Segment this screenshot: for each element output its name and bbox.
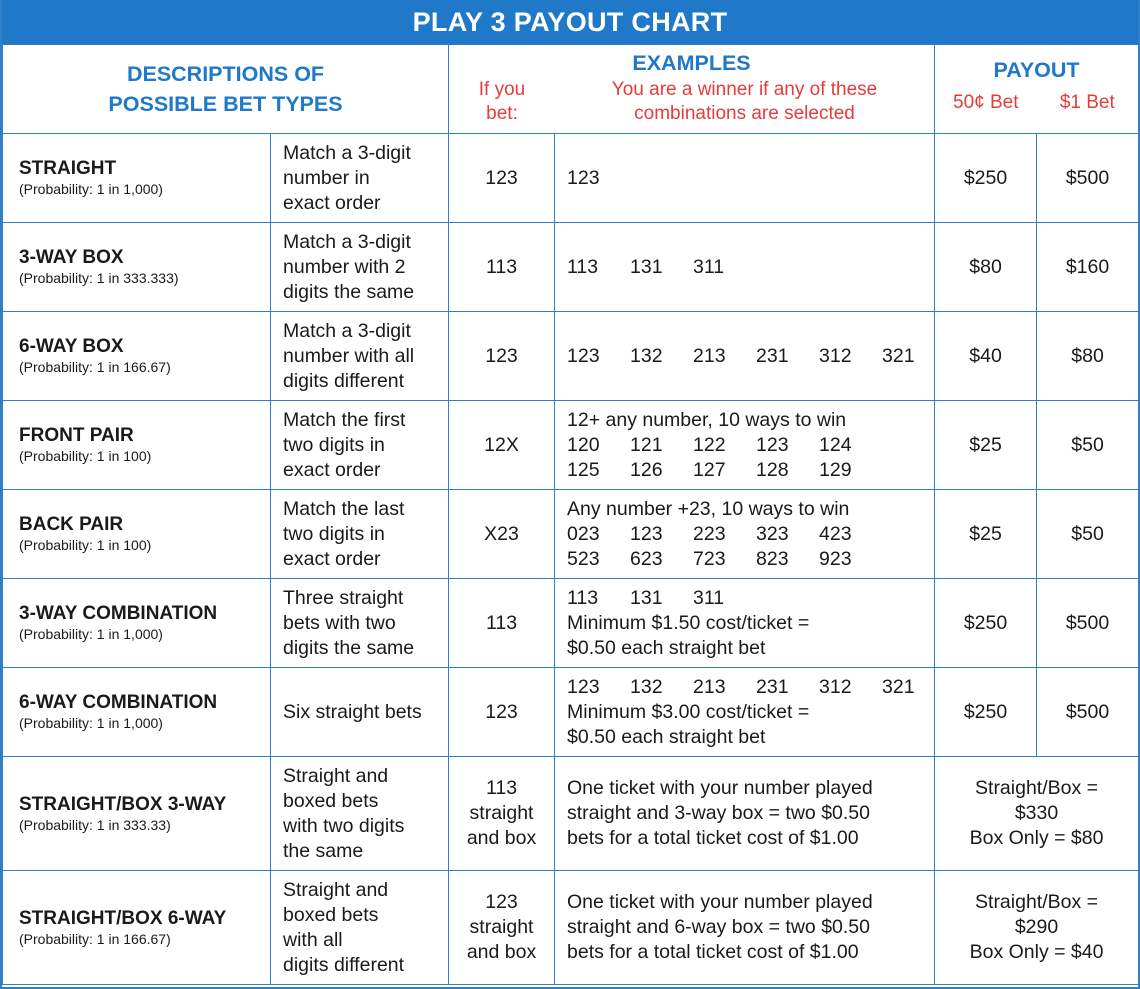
example-text-line: Minimum $1.50 cost/ticket = [567,611,810,634]
example-text-line: One ticket with your number played [567,777,873,799]
bet-description-cell [271,757,449,871]
example-number: 113 [567,586,599,609]
example-number: 823 [756,547,789,570]
example-number: 231 [756,675,789,698]
bet-description-line: number with all [283,344,415,367]
bet-description-line: exact order [283,547,381,570]
payout-combined-line: Box Only = $80 [969,827,1104,849]
examples-cell [555,757,935,871]
example-number-row [567,433,934,458]
bet-probability: (Probability: 1 in 1,000) [19,626,163,642]
example-number-line [567,458,852,483]
example-number: 213 [693,675,726,698]
bet-type-cell [3,401,271,490]
example-number: 127 [693,458,726,481]
example-number: 132 [630,675,663,698]
payout-1-cell: $50 [1037,401,1139,490]
if-you-bet-line1: If you [478,79,526,100]
examples-cell [555,871,935,985]
if-you-bet-cell [449,871,555,985]
example-number: 123 [567,166,600,189]
example-number-row [567,522,934,547]
example-number: 123 [567,675,600,698]
if-you-bet-line: 113 [485,777,518,799]
bet-description-cell [271,579,449,668]
payout-50c-cell: $80 [935,223,1037,312]
bet-probability: (Probability: 1 in 1,000) [19,715,163,731]
bet-type-name: STRAIGHT [19,158,117,179]
example-number: 131 [630,255,663,278]
bet-description-line: exact order [283,191,381,214]
payout-1-cell: $500 [1037,579,1139,668]
bet-description-line: Match a 3-digit [283,230,411,253]
examples-cell [555,134,935,223]
bet-row [3,757,1139,871]
example-number: 121 [630,433,663,456]
payout-combined-line: Straight/Box = [975,777,1099,799]
if-you-bet-cell [449,401,555,490]
example-number: 113 [567,255,599,278]
example-number-line [567,547,852,572]
descriptions-header-line2: POSSIBLE BET TYPES [108,92,343,116]
bet-description-line: exact order [283,458,381,481]
if-you-bet-cell [449,668,555,757]
example-text-line: Minimum $3.00 cost/ticket = [567,700,810,723]
bet-row [3,668,1139,757]
bet-description-line: Match a 3-digit [283,141,411,164]
example-number: 321 [882,675,915,698]
example-number-row [567,344,934,369]
winner-line2: combinations are selected [634,103,855,124]
bet-type-cell [3,668,271,757]
payout-50c-cell: $250 [935,668,1037,757]
example-number: 321 [882,344,915,367]
bet-type-name: 3-WAY BOX [19,247,124,268]
bet-type-name: STRAIGHT/BOX 3-WAY [19,793,227,815]
if-you-bet-line: 113 [485,255,518,278]
example-number-row [567,166,934,191]
payout-1-cell: $160 [1037,223,1139,312]
bet-row [3,490,1139,579]
payout-50c-cell: $40 [935,312,1037,401]
example-number: 129 [819,458,852,481]
payout-combined-line: Straight/Box = [975,891,1099,913]
bet-probability: (Probability: 1 in 100) [19,537,152,553]
bet-row [3,579,1139,668]
example-number: 311 [693,586,725,609]
example-number-row [567,675,934,700]
if-you-bet-line: 113 [485,611,518,634]
bet-description-line: bets with two [283,611,396,634]
examples-cell [555,490,935,579]
bet-description-line: digits the same [283,636,415,659]
bet-description-line: with all [283,928,343,951]
bet-type-name: BACK PAIR [19,514,124,535]
example-number-row [567,586,934,611]
bet-description-line: Straight and [283,764,389,787]
bet-description-line: boxed bets [283,789,379,812]
bet-type-name: 6-WAY BOX [19,336,124,357]
bet-type-cell [3,223,271,312]
example-text-line: $0.50 each straight bet [567,636,766,659]
example-text-line: One ticket with your number played [567,891,873,913]
example-number: 723 [693,547,726,570]
if-you-bet-line: and box [466,827,537,849]
winner-header [555,78,934,126]
if-you-bet-cell [449,490,555,579]
examples-title: EXAMPLES [632,51,751,75]
payout-1-cell: $500 [1037,668,1139,757]
bet-1-header: $1 Bet [1059,92,1115,113]
payout-combined-line: Box Only = $40 [969,941,1104,963]
bet-description-line: the same [283,839,364,862]
descriptions-header-line1: DESCRIPTIONS OF [126,62,325,86]
example-number: 123 [630,522,663,545]
example-number-line [567,675,915,700]
examples-cell [555,401,935,490]
bet-probability: (Probability: 1 in 333.333) [19,270,179,286]
example-number: 126 [630,458,663,481]
example-number: 128 [756,458,789,481]
example-number: 132 [630,344,663,367]
bet-description-line: number with 2 [283,255,406,278]
bet-description-line: two digits in [283,522,385,545]
bet-description-line: digits different [283,369,405,392]
bet-description-line: digits the same [283,280,415,303]
bet-description-cell [271,223,449,312]
bet-description-line: Match the first [283,408,406,431]
example-text-line: straight and 3-way box = two $0.50 [567,802,870,824]
chart-title: PLAY 3 PAYOUT CHART [2,0,1138,44]
example-number: 623 [630,547,663,570]
payout-table [2,44,1139,985]
payout-50c-cell: $250 [935,579,1037,668]
example-text-line: bets for a total ticket cost of $1.00 [567,827,859,849]
example-number-line [567,344,915,369]
example-number: 523 [567,547,600,570]
examples-cell [555,668,935,757]
bet-description-cell [271,401,449,490]
example-text-line: bets for a total ticket cost of $1.00 [567,941,859,963]
if-you-bet-line: straight [469,916,534,938]
bet-type-cell [3,490,271,579]
payout-50c-cell: $25 [935,490,1037,579]
example-text-line: straight and 6-way box = two $0.50 [567,916,870,938]
payout-combined-cell [935,757,1139,871]
example-number: 423 [819,522,852,545]
payout-combined-line: $330 [1014,802,1059,824]
bet-type-name: 6-WAY COMBINATION [19,692,218,713]
bet-type-name: 3-WAY COMBINATION [19,603,218,624]
if-you-bet-line: 123 [485,700,518,723]
example-number-row [567,458,934,483]
example-number: 311 [693,255,725,278]
bet-row [3,223,1139,312]
bet-type-cell [3,134,271,223]
if-you-bet-cell [449,579,555,668]
bet-description-line: digits different [283,953,405,976]
example-number-line [567,586,724,611]
payout-50c-cell: $250 [935,134,1037,223]
example-text-line: Any number +23, 10 ways to win [567,497,850,520]
bet-type-cell [3,312,271,401]
example-number: 122 [693,433,726,456]
bet-type-cell [3,579,271,668]
example-number: 213 [693,344,726,367]
payout-combined-cell [935,871,1139,985]
payout-1-cell: $80 [1037,312,1139,401]
if-you-bet-line2: bet: [486,103,518,124]
if-you-bet-line: X23 [484,522,519,545]
bet-type-cell [3,871,271,985]
bet-type-name: STRAIGHT/BOX 6-WAY [19,907,227,929]
bet-description-line: with two digits [283,814,405,837]
bet-type-name: FRONT PAIR [19,425,134,446]
payout-50c-cell: $25 [935,401,1037,490]
payout-1-cell: $500 [1037,134,1139,223]
example-number: 923 [819,547,852,570]
bet-row [3,312,1139,401]
bet-description-cell [271,490,449,579]
bet-description-cell [271,668,449,757]
if-you-bet-line: straight [469,802,534,824]
example-number: 312 [819,344,852,367]
if-you-bet-cell [449,312,555,401]
bet-probability: (Probability: 1 in 166.67) [19,359,171,375]
if-you-bet-line: 123 [485,344,518,367]
example-number: 123 [756,433,789,456]
bet-description-line: Straight and [283,878,389,901]
payout-1-cell: $50 [1037,490,1139,579]
payout-title: PAYOUT [993,58,1080,82]
bet-description-line: boxed bets [283,903,379,926]
examples-cell [555,579,935,668]
if-you-bet-header [449,78,555,126]
if-you-bet-line: 12X [484,433,519,456]
if-you-bet-line: and box [466,941,537,963]
header-row [3,45,1139,134]
bet-row [3,134,1139,223]
descriptions-header [3,45,449,134]
example-number: 223 [693,522,726,545]
bet-description-line: Six straight bets [283,700,422,723]
if-you-bet-cell [449,757,555,871]
if-you-bet-cell [449,134,555,223]
example-text-line: 12+ any number, 10 ways to win [567,408,847,431]
example-number: 323 [756,522,789,545]
examples-cell [555,223,935,312]
bet-description-cell [271,134,449,223]
if-you-bet-line: 123 [485,166,518,189]
example-number: 124 [819,433,852,456]
bet-probability: (Probability: 1 in 1,000) [19,181,163,197]
examples-cell [555,312,935,401]
bet-description-cell [271,312,449,401]
bet-description-line: number in [283,166,370,189]
bet-description-line: Three straight [283,586,404,609]
example-number: 120 [567,433,600,456]
example-number-line [567,522,852,547]
example-number: 125 [567,458,600,481]
bet-probability: (Probability: 1 in 100) [19,448,152,464]
example-number-row [567,547,934,572]
bet-description-line: Match a 3-digit [283,319,411,342]
payout-combined-line: $290 [1014,916,1059,938]
bet-type-cell [3,757,271,871]
if-you-bet-cell [449,223,555,312]
example-number-line [567,166,600,191]
examples-header [449,45,935,134]
winner-line1: You are a winner if any of these [611,79,878,100]
bet-probability: (Probability: 1 in 333.33) [19,816,171,833]
bet-50c-header: 50¢ Bet [953,92,1019,113]
example-number-line [567,255,724,280]
bet-description-line: Match the last [283,497,405,520]
bet-row [3,401,1139,490]
example-number: 231 [756,344,789,367]
if-you-bet-line: 123 [485,891,518,913]
bet-probability: (Probability: 1 in 166.67) [19,930,171,947]
example-text-line: $0.50 each straight bet [567,725,766,748]
example-number: 123 [567,344,600,367]
bet-description-cell [271,871,449,985]
example-number-row [567,255,934,280]
example-number-line [567,433,852,458]
example-number: 312 [819,675,852,698]
payout-header [935,45,1139,134]
example-number: 131 [630,586,663,609]
bet-description-line: two digits in [283,433,385,456]
bet-row [3,871,1139,985]
example-number: 023 [567,522,600,545]
